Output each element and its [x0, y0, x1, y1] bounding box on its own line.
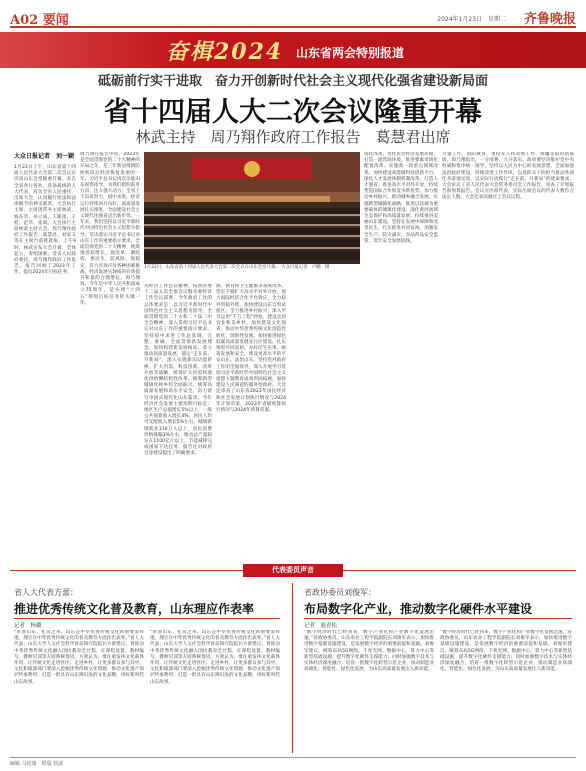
lead-text-4: 源、教育和卫生健康等领域改革。坚定不移扩大高水平对外开放。放大国际经济合作平台效应，全力稳外贸稳外资，加快建设山东自贸试验区。全力推进乡村振兴，深入学习运用“千万工程”经验，建设宜居宜业和美乡村。加快建设文化强省，推动中华优秀传统文化创造性转化、创新性发展。加快推进绿色低碳高质量发展先行区建设。扎实推进共同富裕，办好民生实事。统筹发展和安全，建设更高水平的平安山东、法治山东。坚持党对政府工作的全面领导，深入开展学习贯彻习近平新时代中国特色社会主义思想主题教育成果巩固拓展，加快建设人民满意的服务型政府。大会还审查了山东省2023年国民经济和社会发展计划执行情况与2024年计划草案，2023年省级预算执行情况与2024年预算草案。	[216, 284, 286, 414]
photo-caption	[144, 265, 360, 271]
photo-credit: 大众日报记者 卢鹏 摄	[281, 265, 330, 270]
lead-subhead: 林武主持 周乃翔作政府工作报告 葛慧君出席	[135, 128, 451, 146]
right-story-text-a: “数字经济时代已经到来，数字产业化和产业数字化发展迅速。”省政协委员、山东农业工程学院副院长刘俊军表示，加快推进数字基础设施建设，是发展数字经济的重要前提和基础。刘俊军建议，统筹布局5G网络、千兆光网、数据中心、算力中心等新型基础设施，提升数字化硬件支撑能力；同时加强数字技术与实体经济深度融合，培育一批数字化转型示范企业，推动制造业高端化、智能化、绿色化发展，为山东高质量发展注入新动能。	[304, 630, 434, 673]
lead-column-3	[144, 284, 212, 564]
footer-credits: 编辑 马绍康 组版 侯波	[10, 761, 64, 767]
lead-column-5	[364, 152, 438, 562]
newspaper-logo: 齐鲁晚报	[523, 12, 576, 27]
right-story-kicker: 省政协委员刘俊军：	[304, 588, 376, 597]
banner-subtitle: 山东省两会特别报道	[296, 46, 405, 60]
divider-tag: 代表委员声音	[243, 564, 343, 577]
lead-headline: 省十四届人大二次会议隆重开幕	[104, 97, 482, 128]
lead-column-4	[216, 284, 286, 564]
left-story-text-a: “好客山东、礼仪之邦，山东是中华优秀传统文化的重要发祥地，理应在中华优秀传统文化的普及教育方面作出表率。”省人大代表、山东大学人文社会科学青岛研究院院长方蕾建议，将推动中华优秀传统文化融入国民教育全过程，在课程设置、教材编写、教师培训等方面系统推进。方蕾认为，要注重发挥文化载体作用，让传统文化走进社区、走进乡村，让更多群众参与其中。文化和旅游部门要深入挖掘优秀传统文化资源，推动文化遗产保护传承利用，打造一批具有山东辨识度的文化品牌，讲好新时代山东故事。	[14, 630, 144, 685]
banner-background	[0, 32, 586, 68]
banner-title: 奋楫2024	[166, 39, 284, 65]
page-footer	[10, 757, 576, 767]
lead-column-2	[80, 152, 140, 562]
lead-text-2: 周乃翔在报告中说，2023年是全面贯彻党的二十大精神的开局之年，是三年新冠疫情防控转段后经济恢复发展的一年。习近平总书记再次亲临山东视察指导，为我们指明前进方向、注入强大动力。全省上下奋发努力，稳中求进，经济运行持续回升向好，高质量发展扎实推进，全面建设社会主义现代化强省迈出新步伐。一年来，我们坚持以习近平新时代中国特色社会主义思想为指导，坚决落实习近平总书记对山东工作的重要指示要求，全面贯彻党的二十大精神，统筹推进稳增长、促改革、调结构、惠民生、防风险、保稳定，有力有效应对各种困难挑战，经济发展实现质的有效提升和量的合理增长。周乃翔说，今年是中华人民共和国成立75周年，是实现“十四五”规划目标任务的关键一年。	[80, 152, 140, 306]
left-story-text-b: “好客山东、礼仪之邦，山东是中华优秀传统文化的重要发祥地，理应在中华优秀传统文化的普及教育方面作出表率。”省人大代表、山东大学人文社会科学青岛研究院院长方蕾建议，将推动中华优秀传统文化融入国民教育全过程，在课程设置、教材编写、教师培训等方面系统推进。方蕾认为，要注重发挥文化载体作用，让传统文化走进社区、走进乡村，让更多群众参与其中。文化和旅游部门要深入挖掘优秀传统文化资源，推动文化遗产保护传承利用，打造一批具有山东辨识度的文化品牌，讲好新时代山东故事。	[150, 630, 280, 685]
lead-column-1	[14, 152, 76, 562]
lead-text-1: 1月22日上午，山东省第十四届人民代表大会第二次会议在济南山东会堂隆重开幕。来自全省各行各业、各条战线的人大代表，肩负全省人民重托，出席大会，认真履行宪法和法律赋予的神圣职责。大会执行主席、主席团常务主席林武，杨东奇、孙立成、王随莲、王桂、范华、张斌、大会执行主席林武主持大会。周乃翔作政府工作报告。葛慧君、刘家义等在主席台前排就座。上午9时，林武宣布大会开幕，全体起立，奏唱国歌。受省人民政府委托，周乃翔作政府工作报告。报告回顾了2023年工作，提出2024年目标任务。	[14, 165, 76, 276]
photo-caption-text: 1月22日，山东省第十四届人民代表大会第二次会议在山东会堂开幕。	[144, 265, 280, 270]
left-story-rule	[14, 618, 280, 619]
right-story-title: 布局数字化产业，推动数字化硬件水平建设	[304, 602, 533, 616]
right-story-text-b: “数字经济时代已经到来，数字产业化和产业数字化发展迅速。”省政协委员、山东农业工程学院副院长刘俊军表示，加快推进数字基础设施建设，是发展数字经济的重要前提和基础。刘俊军建议，统筹布局5G网络、千兆光网、数据中心、算力中心等新型基础设施，提升数字化硬件支撑能力；同时加强数字技术与实体经济深度融合，培育一批数字化转型示范企业，推动制造业高端化、智能化、绿色化发展，为山东高质量发展注入新动能。	[440, 630, 572, 673]
special-report-banner	[0, 32, 586, 68]
left-story-title: 推进优秀传统文化普及教育，山东理应作表率	[14, 602, 255, 616]
session-photo	[144, 152, 360, 264]
lead-kicker: 砥砺前行实干进取 奋力开创新时代社会主义现代化强省建设新局面	[97, 74, 488, 89]
left-story-byline: 记者 杨璐	[14, 623, 42, 629]
lead-text-6: 力量工作，国防教育、退役军人和双拥工作、援疆等取得新成绩。周乃翔指出，一分部署，九分落实。政府要坚决维护党中央权威和集中统一领导，坚持以人民为中心的发展思想，全面加强法治政府建设，持续改进工作作风，以真抓实干的担当推动各项任务落地见效，以实际行动践行“走在前、开新局”的使命要求。大会审议了省人民代表大会常务委员会工作报告，审查了计划报告和预算报告。会议应出席代表，实际出席会议的代表人数符合法定人数。大会还表决通过了会议议程。	[442, 152, 574, 201]
dateline: 2024年1月23日 星期二	[437, 16, 506, 23]
lead-text-3: 央经济工作会议精神，按照省委十二届五次全体会议暨省委经济工作会议部署，今年政府工作的总体要求是：以习近平新时代中国特色社会主义思想为指导，全面贯彻党的二十大和二十届二中全会精神，深入贯彻习近平总书记对山东工作的重要指示要求，坚持稳中求进工作总基调，完整、准确、全面贯彻新发展理念，加快构建新发展格局，着力推动高质量发展，锚定“走在前、开新局”，深入实施新旧动能转换、扩大内需、科技创新、改革开放等战略，统筹扩大内需和深化供给侧结构性改革，统筹新型城镇化和乡村全面振兴，统筹高质量发展和高水平安全，奋力谱写中国式现代化山东篇章。今年经济社会发展主要预期目标是：地区生产总值增长5%以上，一般公共预算收入增长4%，居民人均可支配收入增长5%左右，城镇新增就业110万人以上，居民消费价格涨幅3%左右，粮食总产量稳定在1100亿斤以上，节能减排完成国家下达任务。报告还对政府自身建设提出了明确要求。	[144, 284, 212, 457]
column-separator	[292, 583, 293, 753]
section-label: A02 要闻	[10, 13, 69, 28]
page-header	[10, 8, 576, 28]
lead-text-5: 场化改革，优化民营经济发展环境，打造一流营商环境。推进要素市场化配置改革。实施新一轮重点领域改革。加快建设高能级科技创新平台，深化人才发展体制机制改革，打造人才强省。推进高水平对外开放，持续塑造国际合作和竞争新优势。加力推动乡村振兴，推动城乡融合发展。实施新型城镇化战略，推进以县城为重要载体的城镇化建设。深化黄河流域生态保护和高质量发展，持续推进美丽山东建设。坚持在发展中保障和改善民生，扎实推进共同富裕。加强安全生产、防灾减灾、食品药品安全监管，筑牢安全发展防线。	[364, 152, 438, 244]
lead-column-6	[442, 152, 574, 562]
left-story-kicker: 省人大代表方蕾：	[14, 588, 78, 597]
right-story-byline: 记者 鹿青松	[304, 623, 338, 629]
lead-byline: 大众日报记者 刘一颖	[14, 153, 75, 160]
right-story-rule	[304, 618, 572, 619]
